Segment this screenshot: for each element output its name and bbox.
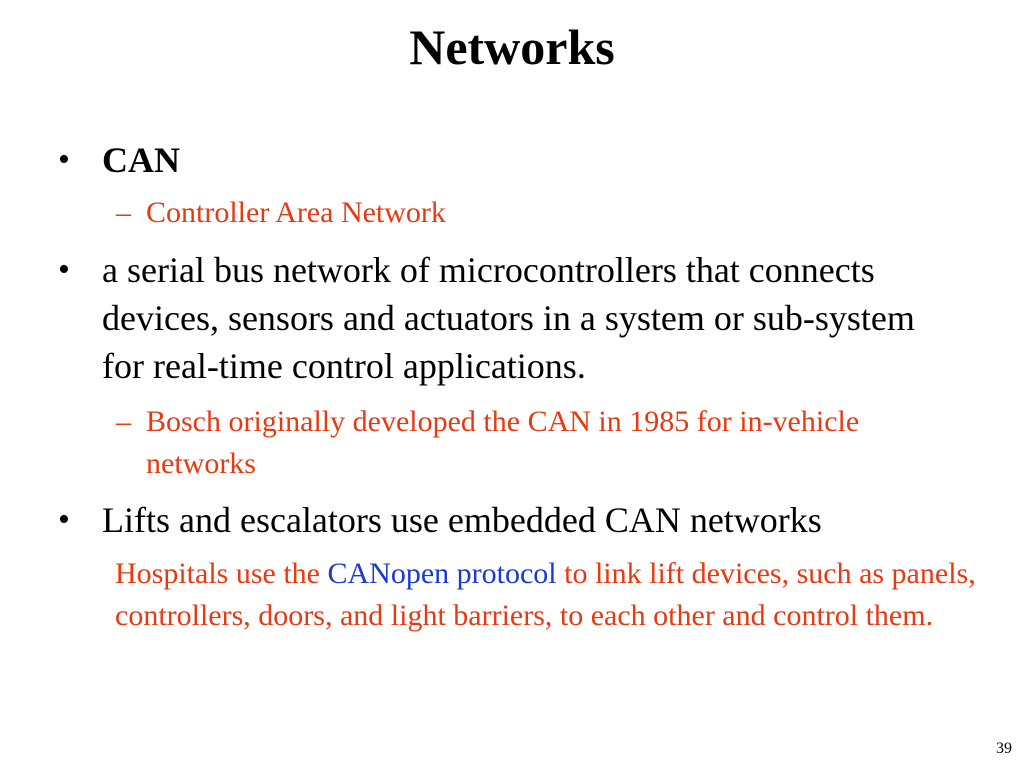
slide-title: Networks <box>409 19 615 75</box>
bullet-marker: • <box>58 141 70 178</box>
page-number: 39 <box>996 740 1012 757</box>
note-text-start: Hospitals use the <box>115 557 328 590</box>
bullet-marker: • <box>58 251 70 288</box>
canopen-protocol-text: CANopen protocol <box>327 557 557 590</box>
bullet-text: a serial bus network of microcontrollers that connects devices, sensors and actuators in a system or sub-system for real-time control applications. <box>102 250 915 386</box>
sub-bullet-dash: – <box>116 196 131 229</box>
sub-bullet-text: Controller Area Network <box>146 196 446 229</box>
hospitals-note <box>115 553 985 637</box>
bullet-marker: • <box>58 501 70 538</box>
sub-bullet-text: Bosch originally developed the CAN in 1985 for in-vehicle networks <box>146 405 860 480</box>
bullet-text: Lifts and escalators use embedded CAN networks <box>102 500 822 540</box>
sub-bullet-dash: – <box>116 405 131 438</box>
note-text-end: to link lift devices, such as panels, controllers, doors, and light barriers, to each other and control them. <box>115 557 976 632</box>
bullet-text: CAN <box>102 140 180 180</box>
